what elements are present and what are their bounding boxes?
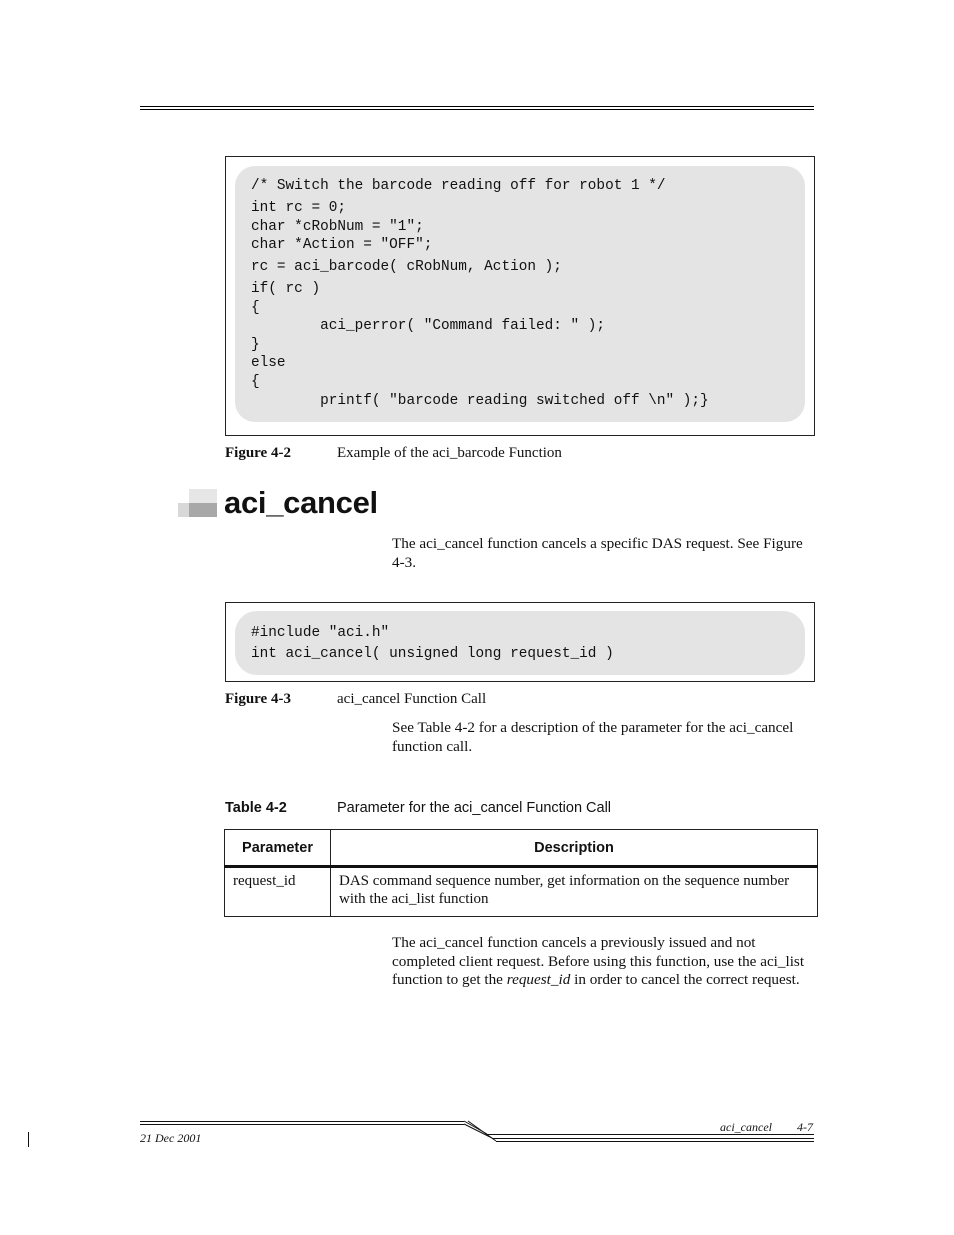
footer-rule — [140, 1121, 464, 1122]
figure-caption: Example of the aci_barcode Function — [337, 445, 562, 461]
footer-date: 21 Dec 2001 — [140, 1131, 202, 1145]
closing-text: in order to cancel the correct request. — [570, 971, 800, 989]
change-bar — [28, 1132, 29, 1147]
footer-section-name: aci_cancel — [720, 1120, 772, 1134]
code-line: /* Switch the barcode reading off for robot 1 */ — [251, 178, 666, 194]
table-caption: Parameter for the aci_cancel Function Call — [337, 800, 612, 816]
table-header-row — [225, 830, 818, 867]
code-line: char *Action = "OFF"; — [251, 237, 433, 253]
code-line: { — [251, 374, 260, 390]
code-line: } — [251, 337, 260, 353]
code-line: if( rc ) — [251, 281, 321, 297]
figure-caption: aci_cancel Function Call — [337, 691, 487, 707]
table-label: Table 4-2 — [225, 800, 287, 816]
code-line: else — [251, 355, 286, 371]
see-table-paragraph: See Table 4-2 for a description of the parameter for the aci_cancel function call. — [392, 719, 794, 755]
column-header-parameter: Parameter — [225, 830, 331, 867]
section-heading: aci_cancel — [224, 485, 378, 520]
code-line: rc = aci_barcode( cRobNum, Action ); — [251, 259, 562, 275]
closing-paragraph — [392, 934, 812, 990]
footer-rule — [496, 1141, 814, 1142]
code-line: int rc = 0; — [251, 200, 346, 216]
intro-paragraph: The aci_cancel function cancels a specific DAS request. See Figure 4-3. — [392, 535, 803, 571]
header-rule — [140, 106, 814, 110]
footer-rule — [487, 1134, 814, 1135]
code-block-figure-4-3 — [225, 602, 815, 682]
description-cell: DAS command sequence number, get information on the sequence number with the aci_list function — [331, 867, 818, 917]
heading-marker-icon — [189, 489, 217, 503]
parameter-cell: request_id — [225, 867, 331, 917]
request-id-emphasis: request_id — [506, 971, 571, 989]
parameter-table — [224, 829, 818, 917]
column-header-description: Description — [331, 830, 818, 867]
figure-label: Figure 4-2 — [225, 445, 291, 461]
figure-label: Figure 4-3 — [225, 691, 291, 707]
footer-page-number: 4-7 — [797, 1120, 813, 1134]
table-row — [225, 867, 818, 917]
heading-marker-icon — [189, 503, 217, 517]
footer-rule-slant — [460, 1118, 500, 1144]
closing-text: The aci_cancel function cancels a previously issued and not completed client request. Before using this function, use the aci_list function to get the — [392, 934, 805, 989]
code-line: char *cRobNum = "1"; — [251, 219, 424, 235]
code-panel — [235, 611, 805, 675]
code-line: int aci_cancel( unsigned long request_id ) — [251, 646, 614, 662]
code-line: { — [251, 300, 260, 316]
code-line: aci_perror( "Command failed: " ); — [251, 318, 606, 334]
footer-rule — [140, 1124, 464, 1125]
code-line: printf( "barcode reading switched off \n" );} — [251, 393, 709, 409]
footer-rule — [492, 1138, 814, 1139]
code-line: #include "aci.h" — [251, 625, 390, 641]
